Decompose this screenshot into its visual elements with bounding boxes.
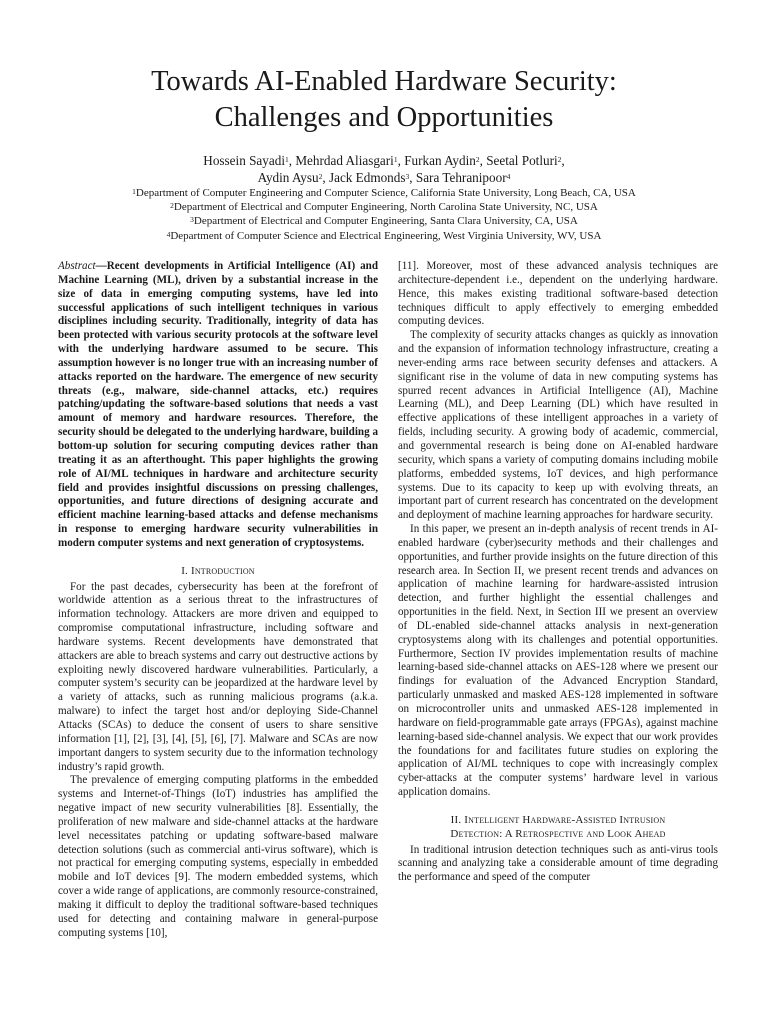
author-affiliation-mark: 1: [284, 155, 289, 164]
right-column: [398, 260, 718, 885]
section2-paragraph: In traditional intrusion detection techniques such as anti-virus tools scanning and analyzing take a considerable amount of time degrading the performance and speed of the computer: [398, 843, 718, 884]
author-name: Seetal Potluri: [486, 153, 558, 168]
section-heading-intrusion-detection: II. Intelligent Hardware-Assisted Intrusion Detection: A Retrospective and Look Ahead: [450, 813, 666, 840]
author-name: Aydin Aysu: [257, 170, 319, 185]
left-column: [58, 260, 378, 941]
introduction-body: [58, 581, 378, 941]
author-affiliation-mark: 2: [318, 172, 323, 181]
abstract-text: —Recent developments in Artificial Intelligence (AI) and Machine Learning (ML), driven by a substantial increase in the size of data in emerging computing systems, have led into successful applications of such intelligent techniques in various disciplines including security. Traditionally, integrity of data has been protected with various security protocols at the software level with the underlying hardware assumed to be secure. This assumption however is no longer true with an increasing number of attacks reported on the hardware. The emergence of new security threats (e.g., malware, side-channel attacks, etc.) requires patching/updating the software-based solutions that needs a vast amount of memory and hardware resources. Therefore, the security should be delegated to the underlying hardware, building a bottom-up solution for securing computing devices rather than treating it as an afterthought. This paper highlights the growing role of AI/ML techniques in hardware and architecture security field and provides insightful discussions on pressing challenges, opportunities, and future directions of designing accurate and efficient machine learning-based attacks and defense mechanisms in response to emerging hardware security vulnerabilities in modern computer systems and next generation of cryptosystems.: [58, 260, 378, 549]
affiliation: $^1$Department of Computer Engineering and Computer Science, California State University, Long Beach, CA, USA: [132, 187, 636, 199]
body-paragraph: The prevalence of emerging computing platforms in the embedded systems and Internet-of-Things (IoT) industries has amplified the negative impact of new security vulnerabilities [8]. Essentially, the proliferation of new malware and side-channel attacks at the hardware level necessitates patching or updating software-based malware detection solutions (such as commercial anti-virus software), which is not practical for emerging computing systems, especially in embedded mobile and IoT devices [9]. The modern embedded systems, which cover a wide range of applications, are commonly resource-constrained, making it difficult to deploy the traditional software-based techniques used for detecting and containing malware in general-purpose computing systems [10],: [58, 774, 378, 939]
author-name: Mehrdad Aliasgari: [295, 153, 394, 168]
author-name: Hossein Sayadi: [203, 153, 285, 168]
author-affiliation-mark: 2: [557, 155, 562, 164]
body-paragraph: The complexity of security attacks changes as quickly as innovation and the expansion of information technology infrastructure, creating a never-ending arms race between security defenses and attackers. A significant rise in the volume of data in new computing systems has spurred recent advances in Artificial Intelligence (AI), Machine Learning (ML), and Deep Learning (DL) which have resulted in effective applications of these intelligent approaches in a variety of fields, including security. A growing body of academic, commercial, and governmental research is being done on AI-enabled hardware security, which spans a variety of computing domains including mobile platforms, embedded systems, IoT devices, and high performance systems. Due to its capacity to keep up with evolving threats, an important part of current research has concentrated on the development and deployment of machine learning approaches for hardware security.: [398, 329, 718, 522]
body-paragraph: [11]. Moreover, most of these advanced analysis techniques are architecture-dependent i.e., dependent on the underlying hardware. Hence, this makes existing traditional software-based detection techniques difficult to apply effectively to emerging embedded computing devices.: [398, 260, 718, 328]
author-name: Furkan Aydin: [404, 153, 476, 168]
author-affiliation-mark: 2: [475, 155, 480, 164]
affiliation: $^4$Department of Computer Science and Electrical Engineering, West Virginia University, WV, USA: [166, 229, 602, 242]
abstract: [58, 260, 378, 551]
author-affiliation-mark: 4: [506, 172, 511, 181]
author-line-2: Aydin Aysu$^2$, Jack Edmonds$^3$, Sara Tehranipoor$^4$: [257, 170, 511, 185]
title-line-1: Towards AI-Enabled Hardware Security:: [151, 66, 617, 97]
section-heading-introduction: I. Introduction: [181, 564, 255, 577]
abstract-label: Abstract: [58, 260, 96, 272]
body-paragraph: In this paper, we present an in-depth analysis of recent trends in AI-enabled hardware (cyber)security methods and their challenges and opportunities, and further provide insights on the future direction of this research area. In Section II, we present recent trends and advances on application of machine learning for hardware-assisted intrusion detection, and further highlight the essential challenges and opportunities in the field. Next, in Section III we present an overview of DL-enabled side-channel attacks analysis in next-generation cryptosystems along with its challenges and potential opportunities. Furthermore, Section IV provides implementation results of machine learning-based side-channel attacks on AES-128 where we present our findings for evaluation of the Advanced Encryption Standard, particularly unmasked and masked AES-128 implemented in software on microcontroller units and unmasked AES-128 implemented in hardware on field-programmable gate arrays (FPGAs), against machine learning-based side-channel analysis. We expect that our work provides the foundations for and facilitates future studies on exploring the application of AI/ML techniques to cope with increasingly complex cyber-attacks at the computer systems’ hardware level in various application domains.: [398, 523, 718, 799]
paper-title: [60, 64, 708, 136]
affiliation: $^3$Department of Electrical and Computer Engineering, Santa Clara University, CA, USA: [190, 215, 578, 228]
introduction-continued: [398, 260, 718, 800]
author-affiliation-mark: 1: [393, 155, 398, 164]
affiliation-list: [60, 186, 708, 243]
body-paragraph: For the past decades, cybersecurity has been at the forefront of worldwide attention as a serious threat to the infrastructures of information technology. Attackers are more driven and equipped to compromise computational infrastructure, including software and hardware systems. Recent developments have demonstrated that attackers are able to breach systems and carry out destructive actions by exploiting newly discovered hardware vulnerabilities. Particularly, a computer system’s security can be jeopardized at the hardware level by a variety of attacks, such as running malicious programs (a.k.a. malware) to infect the target host and/or deploying Side-Channel Attacks (SCAs) to deduce the consent of users to share sensitive information [1], [2], [3], [4], [5], [6], [7]. Malware and SCAs are now important dangers to system security due to the information technology industry’s rapid growth.: [58, 580, 378, 773]
author-name: Jack Edmonds: [328, 170, 406, 185]
author-name: Sara Tehranipoor: [415, 170, 507, 185]
author-line-1: Hossein Sayadi$^1$, Mehrdad Aliasgari$^1$, Furkan Aydin$^2$, Seetal Potluri$^2$,: [203, 153, 565, 168]
affiliation: $^2$Department of Electrical and Computer Engineering, North Carolina State University, NC, USA: [170, 201, 598, 214]
author-affiliation-mark: 3: [405, 172, 410, 181]
author-list: [60, 152, 708, 186]
title-line-2: Challenges and Opportunities: [214, 102, 554, 133]
